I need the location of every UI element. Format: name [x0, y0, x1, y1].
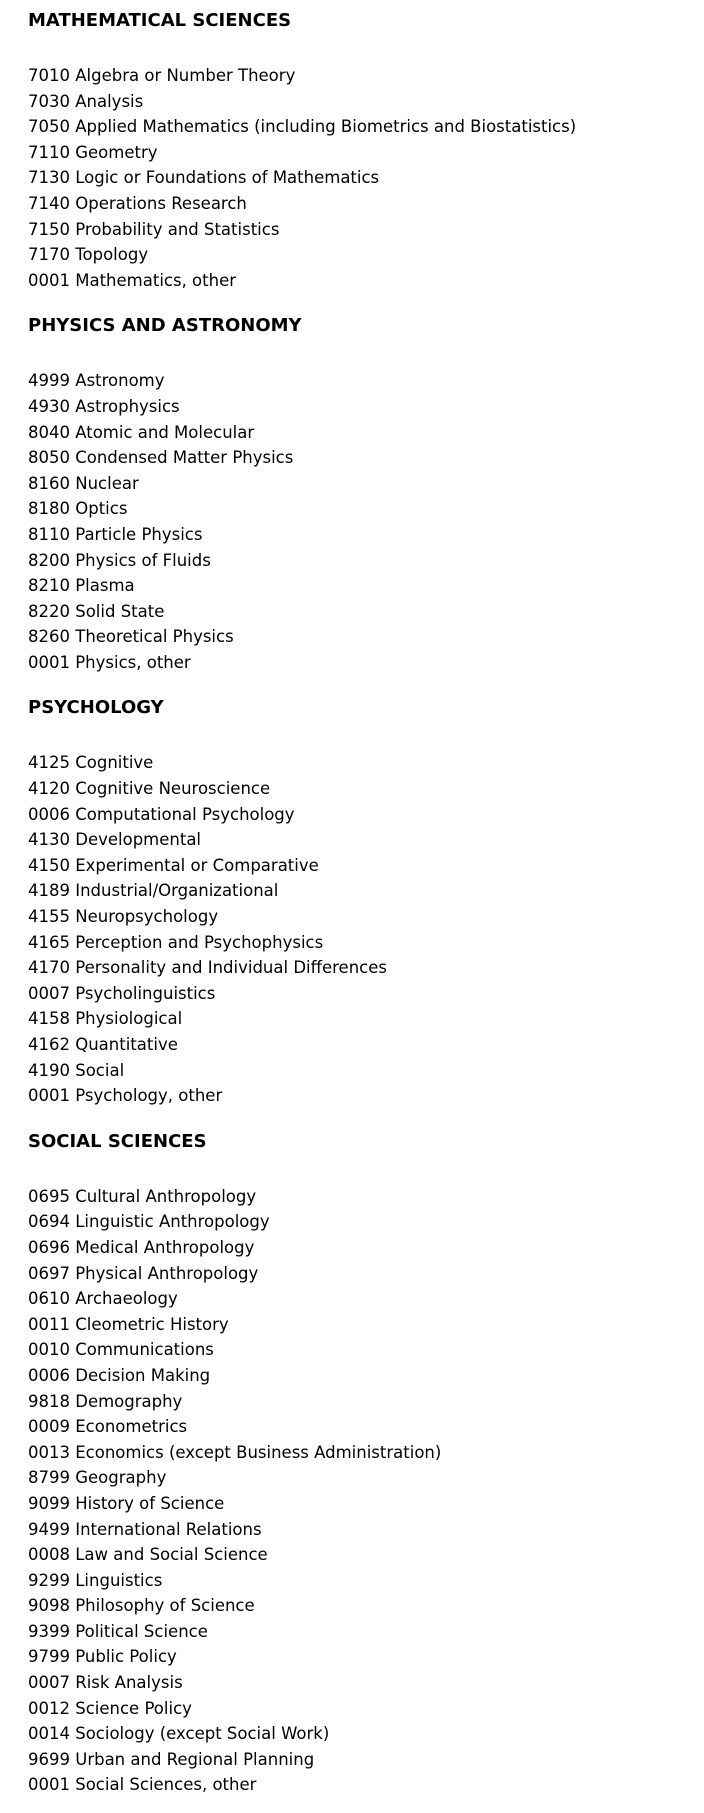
- field-list: [28, 368, 704, 675]
- field-item: 0696 Medical Anthropology: [28, 1237, 255, 1257]
- field-item: 0001 Social Sciences, other: [28, 1775, 257, 1795]
- field-item: 0001 Psychology, other: [28, 1086, 223, 1106]
- field-item: 4125 Cognitive: [28, 753, 154, 773]
- section: [28, 697, 704, 1108]
- section: [28, 315, 704, 675]
- field-item: 9499 International Relations: [28, 1519, 262, 1539]
- field-item: 9099 History of Science: [28, 1493, 225, 1513]
- field-list: [28, 750, 704, 1108]
- field-item: 8799 Geography: [28, 1468, 167, 1488]
- field-item: 0010 Communications: [28, 1340, 214, 1360]
- field-item: 0009 Econometrics: [28, 1417, 188, 1437]
- field-item: 4155 Neuropsychology: [28, 907, 219, 927]
- field-item: 0001 Physics, other: [28, 652, 191, 672]
- field-item: 7030 Analysis: [28, 91, 144, 111]
- field-item: 8220 Solid State: [28, 601, 165, 621]
- field-item: 8180 Optics: [28, 499, 128, 519]
- field-item: 4165 Perception and Psychophysics: [28, 932, 324, 952]
- field-item: 0012 Science Policy: [28, 1698, 192, 1718]
- field-item: 0694 Linguistic Anthropology: [28, 1212, 270, 1232]
- field-item: 8260 Theoretical Physics: [28, 627, 234, 647]
- field-item: 7150 Probability and Statistics: [28, 219, 280, 239]
- field-item: 8050 Condensed Matter Physics: [28, 448, 294, 468]
- field-item: 4189 Industrial/Organizational: [28, 881, 279, 901]
- field-item: 0006 Decision Making: [28, 1365, 211, 1385]
- field-item: 4130 Developmental: [28, 830, 202, 850]
- field-item: 4999 Astronomy: [28, 371, 165, 391]
- field-item: 9699 Urban and Regional Planning: [28, 1749, 315, 1769]
- field-item: 0013 Economics (except Business Administration): [28, 1442, 442, 1462]
- field-item: 0697 Physical Anthropology: [28, 1263, 259, 1283]
- field-item: 7170 Topology: [28, 245, 149, 265]
- field-item: 7140 Operations Research: [28, 193, 247, 213]
- field-list: [28, 63, 704, 293]
- section: [28, 1131, 704, 1798]
- field-item: 0008 Law and Social Science: [28, 1545, 268, 1565]
- field-item: 0011 Cleometric History: [28, 1314, 229, 1334]
- field-item: 4120 Cognitive Neuroscience: [28, 779, 271, 799]
- field-item: 9098 Philosophy of Science: [28, 1596, 255, 1616]
- field-item: 0006 Computational Psychology: [28, 804, 295, 824]
- field-item: 4150 Experimental or Comparative: [28, 855, 319, 875]
- field-item: 4190 Social: [28, 1060, 125, 1080]
- field-item: 7130 Logic or Foundations of Mathematics: [28, 168, 380, 188]
- field-item: 9299 Linguistics: [28, 1570, 163, 1590]
- field-item: 8210 Plasma: [28, 576, 135, 596]
- field-item: 9399 Political Science: [28, 1621, 208, 1641]
- field-item: 9818 Demography: [28, 1391, 183, 1411]
- field-item: 8200 Physics of Fluids: [28, 550, 211, 570]
- field-item: 4162 Quantitative: [28, 1035, 178, 1054]
- field-item: 0007 Risk Analysis: [28, 1673, 183, 1693]
- field-item: 0001 Mathematics, other: [28, 270, 237, 290]
- section: [28, 10, 704, 293]
- section-heading: PSYCHOLOGY: [28, 697, 164, 719]
- field-item: 0610 Archaeology: [28, 1289, 178, 1309]
- field-item: 8110 Particle Physics: [28, 524, 203, 544]
- field-list: [28, 1184, 704, 1798]
- field-item: 8040 Atomic and Molecular: [28, 422, 255, 442]
- section-heading: SOCIAL SCIENCES: [28, 1130, 207, 1152]
- field-item: 8160 Nuclear: [28, 473, 139, 493]
- field-item: 4170 Personality and Individual Differences: [28, 958, 387, 978]
- field-item: 7050 Applied Mathematics (including Biometrics and Biostatistics): [28, 117, 577, 137]
- field-item: 0695 Cultural Anthropology: [28, 1186, 257, 1206]
- field-item: 4158 Physiological: [28, 1009, 183, 1029]
- field-item: 4930 Astrophysics: [28, 396, 180, 416]
- field-item: 7110 Geometry: [28, 142, 158, 162]
- section-heading: PHYSICS AND ASTRONOMY: [28, 315, 302, 337]
- field-item: 0007 Psycholinguistics: [28, 983, 216, 1003]
- field-item: 7010 Algebra or Number Theory: [28, 66, 296, 85]
- section-heading: MATHEMATICAL SCIENCES: [28, 10, 292, 31]
- field-item: 9799 Public Policy: [28, 1647, 177, 1667]
- field-item: 0014 Sociology (except Social Work): [28, 1724, 330, 1744]
